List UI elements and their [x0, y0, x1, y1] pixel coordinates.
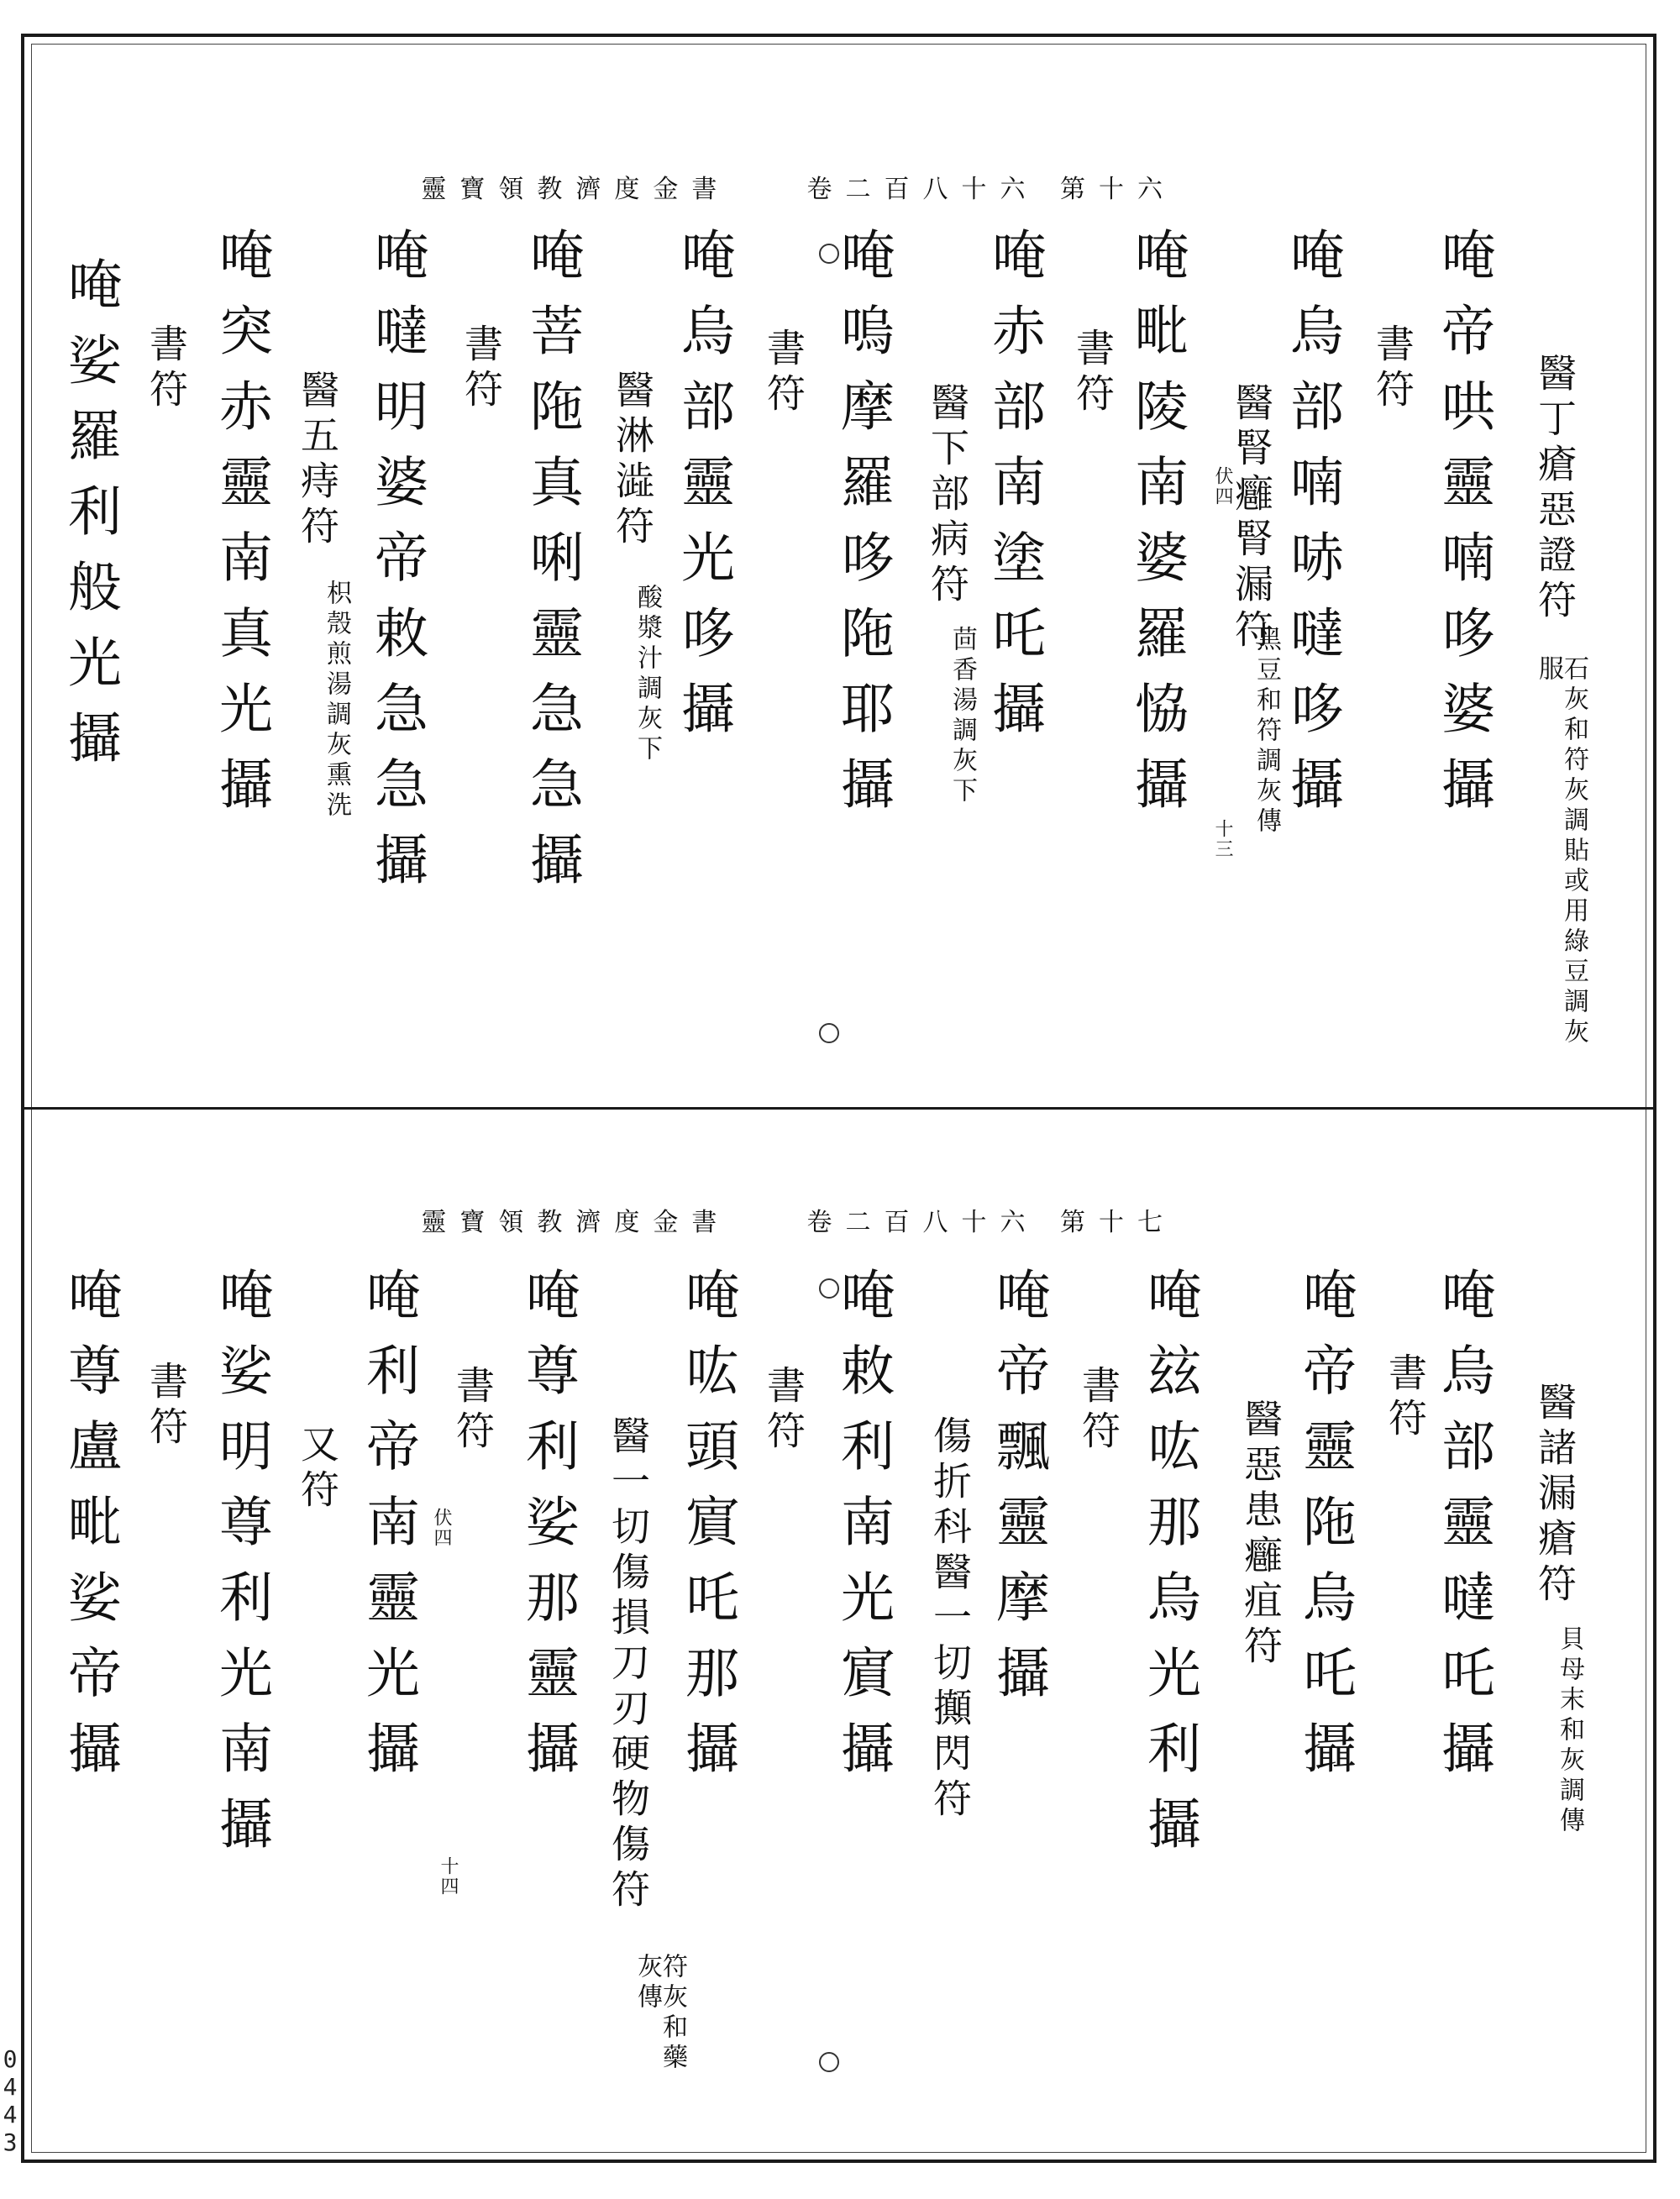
dharani-line: 唵帝飄靈摩攝 — [987, 1267, 1049, 1720]
text-column — [1432, 227, 1494, 832]
text-column — [210, 1267, 272, 1871]
dharani-line: 唵娑明尊利光南攝 — [210, 1267, 272, 1871]
panel-divider — [21, 1107, 1656, 1110]
charm-note: 黑豆和符調灰傳 — [1252, 626, 1281, 837]
charm-note: 茴香湯調灰下 — [948, 626, 977, 807]
dharani-line: 唵帝靈陁烏吒攝 — [1294, 1267, 1356, 1796]
charm-instruction: 書符 — [1070, 328, 1116, 418]
running-head-leaf: 第十六 — [1060, 175, 1176, 204]
running-head-title: 靈寶領教濟度金書 — [421, 175, 731, 204]
dharani-line: 唵烏部靈噠吒攝 — [1432, 1267, 1494, 1796]
charm-instruction: 書符 — [761, 328, 806, 418]
margin-mark: 伏四 — [431, 1508, 452, 1548]
dharani-line: 唵玆吰那烏光利攝 — [1138, 1267, 1200, 1871]
fold-circle-mark — [819, 2052, 839, 2072]
dharani-line: 唵吰頭賔吒那攝 — [676, 1267, 738, 1796]
charm-instruction: 書符 — [1383, 1352, 1428, 1443]
charm-instruction: 又符 — [295, 1424, 340, 1514]
fold-circle-mark — [819, 1023, 839, 1043]
charm-note: 石灰和符灰調貼或用綠豆調灰服 — [1534, 655, 1588, 1048]
dharani-line: 唵帝哄靈喃哆婆攝 — [1432, 227, 1494, 832]
text-column — [987, 1267, 1049, 1720]
dharani-line: 唵嗚摩羅哆陁耶攝 — [832, 227, 894, 832]
text-column — [1138, 1267, 1200, 1871]
text-column — [365, 227, 428, 907]
text-column — [983, 227, 1045, 756]
text-column — [59, 256, 121, 785]
text-column — [517, 1267, 579, 1796]
dharani-line: 唵利帝南靈光攝 — [357, 1267, 419, 1796]
charm-instruction: 書符 — [450, 1365, 496, 1456]
dharani-line: 唵尊利娑那靈攝 — [517, 1267, 579, 1796]
dharani-line: 唵烏部靈光哆攝 — [672, 227, 734, 756]
text-column — [672, 227, 734, 756]
text-column — [676, 1267, 738, 1796]
text-column — [832, 1267, 894, 1796]
dharani-line: 唵赤部南塗吒攝 — [983, 227, 1045, 756]
page-margin-number: 0443 — [3, 2045, 18, 2156]
margin-mark: 十三 — [1212, 819, 1233, 859]
running-head-title: 靈寶領教濟度金書 — [421, 1208, 731, 1237]
charm-instruction: 書符 — [144, 1361, 189, 1451]
charm-heading: 醫諸漏瘡符 — [1532, 1382, 1578, 1609]
text-column — [1281, 227, 1343, 832]
text-column — [1432, 1267, 1494, 1796]
charm-heading: 醫丁瘡惡證符 — [1532, 353, 1578, 625]
text-column — [1294, 1267, 1356, 1796]
dharani-line: 唵娑羅利般光攝 — [59, 256, 121, 785]
text-column — [357, 1267, 419, 1796]
dharani-line: 唵毗陵南婆羅恊攝 — [1126, 227, 1188, 832]
charm-heading: 醫惡患癰疽符 — [1238, 1399, 1284, 1671]
charm-instruction: 書符 — [1076, 1365, 1121, 1456]
charm-heading: 醫淋澁符 — [610, 370, 655, 551]
running-head — [421, 1201, 1176, 1238]
dharani-line: 唵敕利南光賔攝 — [832, 1267, 894, 1796]
margin-mark: 十四 — [438, 1856, 459, 1897]
charm-note: 酸漿汁調灰下 — [633, 584, 662, 765]
charm-instruction: 書符 — [459, 323, 504, 414]
charm-note: 符灰和藥灰傳 — [633, 1953, 687, 2074]
running-head — [421, 168, 1176, 205]
charm-instruction: 書符 — [761, 1365, 806, 1456]
text-column — [59, 1267, 121, 1796]
charm-heading: 醫一切傷損刀刃硬物傷符 — [606, 1415, 651, 1914]
margin-mark: 伏四 — [1212, 466, 1233, 506]
running-head-juan: 卷二百八十六 — [806, 1208, 1039, 1237]
running-head-juan: 卷二百八十六 — [806, 175, 1039, 204]
charm-heading: 醫五痔符 — [295, 370, 340, 551]
text-column — [210, 227, 272, 832]
charm-note: 枳殼煎湯調灰熏洗 — [322, 580, 351, 821]
dharani-line: 唵噠明婆帝敕急急攝 — [365, 227, 428, 907]
charm-instruction: 書符 — [1370, 323, 1415, 414]
dharani-line: 唵尊盧毗娑帝攝 — [59, 1267, 121, 1796]
charm-instruction: 書符 — [144, 323, 189, 414]
text-column — [521, 227, 583, 907]
text-column — [1126, 227, 1188, 832]
dharani-line: 唵突赤靈南真光攝 — [210, 227, 272, 832]
dharani-line: 唵烏部喃哧噠哆攝 — [1281, 227, 1343, 832]
running-head-leaf: 第十七 — [1060, 1208, 1176, 1237]
charm-heading: 醫腎癰腎漏符 — [1229, 382, 1274, 654]
charm-heading: 傷折科醫一切攧閃符 — [927, 1415, 973, 1824]
charm-heading: 醫下部病符 — [925, 382, 970, 609]
text-column — [832, 227, 894, 832]
dharani-line: 唵菩陁真唎靈急急攝 — [521, 227, 583, 907]
charm-note: 貝母末和灰調傳 — [1555, 1625, 1584, 1837]
